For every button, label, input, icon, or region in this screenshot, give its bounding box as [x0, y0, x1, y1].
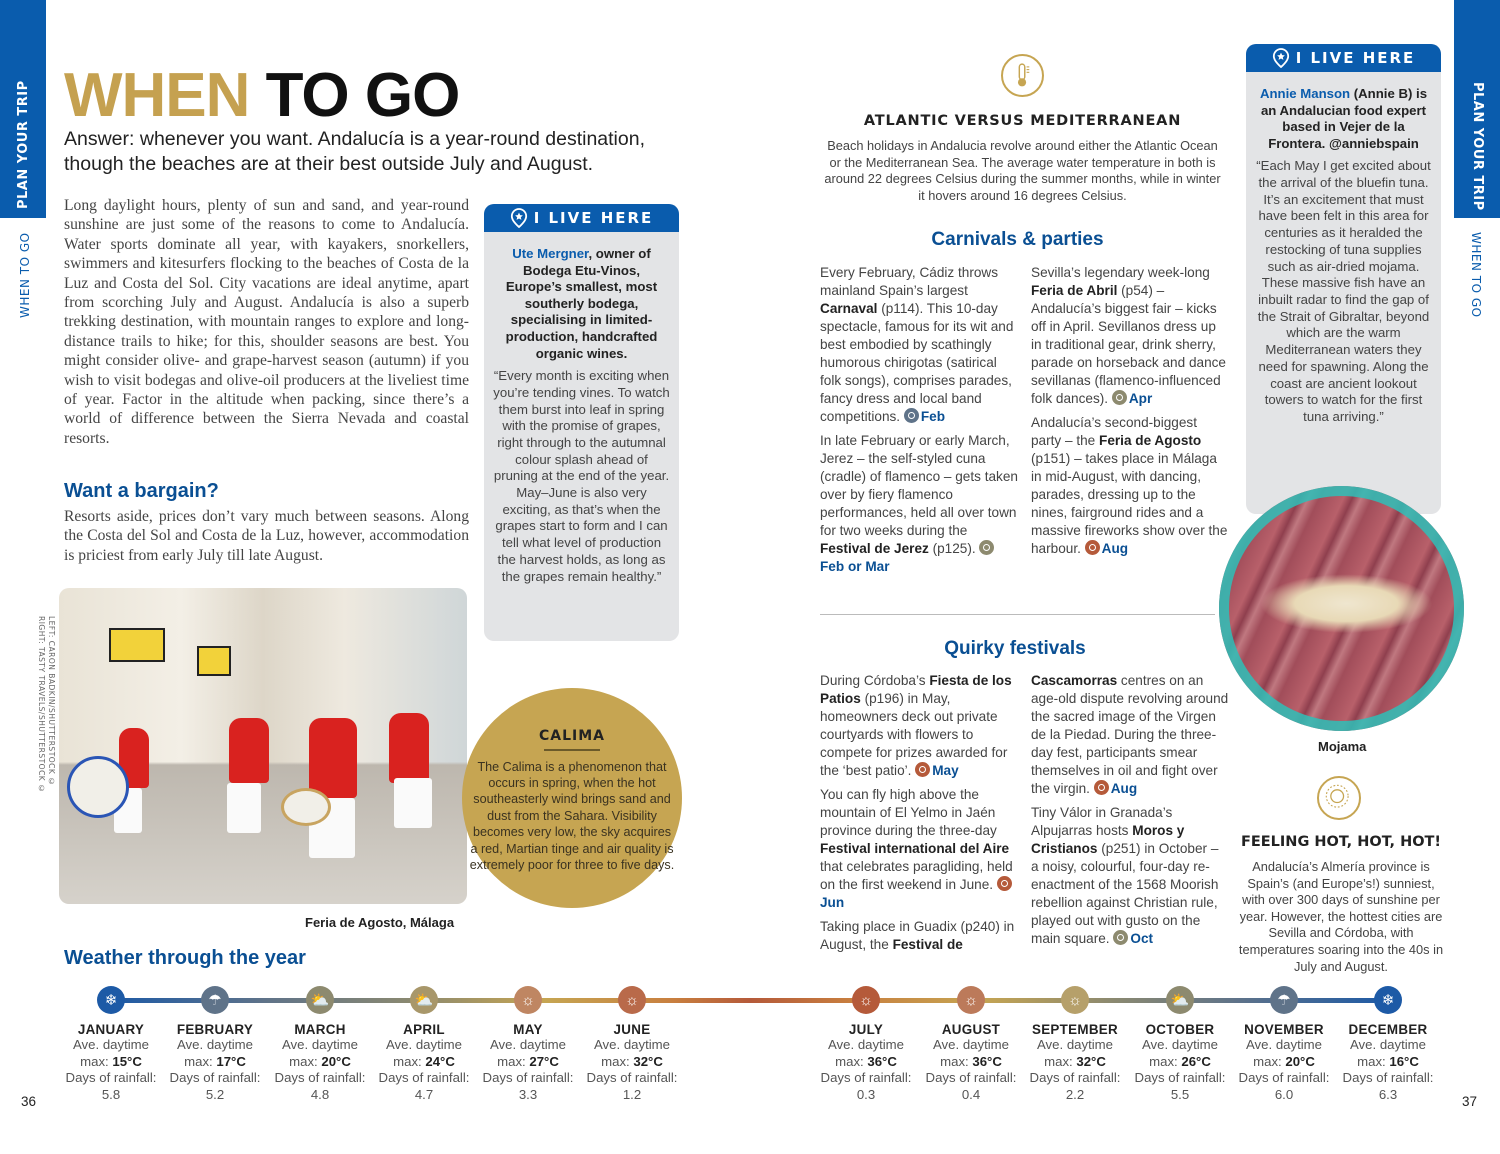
lede: Answer: whenever you want. Andalucía is a year-round destination, though the beaches are at their best outside July and August.	[64, 128, 646, 175]
bargain-body: Resorts aside, prices don’t vary much between seasons. Along the Costa del Sol and Costa de la Luz, however, accommodation is priciest from early July till late August.	[64, 508, 469, 564]
local-quote: “Each May I get excited about the arrival of the bluefin tuna. It’s an excitement that must have been felt in this area for centuries as it heralded the restocking of tuna supplies such as air-dried mojama. These massive fish have an inbuilt radar to find the gap of the Strait of Gibraltar, beyond which are the warm Mediterranean waters they need for spawning. Along the coast are ancient lookout towers to watch for the first tuna arriving.”	[1256, 158, 1431, 424]
weather-month-december: ❄ DECEMBER Ave. daytime max: 16°C Days of rainfall: 6.3	[1336, 986, 1440, 1103]
snowflake-icon: ❄	[97, 986, 125, 1014]
sun-icon	[997, 876, 1012, 891]
festival-entry: During Córdoba’s Fiesta de los Patios (p196) in May, homeowners deck out private courtyards with flowers to compete for prizes awarded for the ‘best patio’. May	[820, 673, 1012, 778]
intro-body: Long daylight hours, plenty of sun and sand, and year-round sunshine are just some of the reasons to come to Andalucía. Water sports dominate all year, with kayakers, snorkellers, swimmers and kitesurfers flocking to the beaches of Costa de la Luz and Costa del Sol. City vacations are ideal anytime, apart from scorching July and August. Andalucía is also a superb trekking destination, with mountain ranges to explore and long-distance trails to hike; for this, shoulder seasons are best. You might consider olive- and grape-harvest season (autumn) if you wish to visit bodegas and olive-oil producers at the liveliest time of year. Factor in the altitude when packing, since there’s a world of difference between the Sierra Nevada and coastal resorts.	[64, 197, 469, 447]
feeling-hot-heading: FEELING HOT, HOT, HOT!	[1240, 834, 1442, 850]
calima-body: The Calima is a phenomenon that occurs in spring, when the hot southeasterly wind brings sand and dust from the Sahara. Visibility becomes very low, the sky acquires a red, Martian tinge and air quality is extremely poor for three to five days.	[469, 759, 675, 872]
thermometer-icon	[1001, 54, 1044, 97]
weather-month-april: ⛅ APRIL Ave. daytime max: 24°C Days of rainfall: 4.7	[372, 986, 476, 1103]
rain-icon: ☂	[1270, 986, 1298, 1014]
sun-icon	[1317, 776, 1361, 820]
carnivals-heading: Carnivals & parties	[931, 229, 1104, 250]
title-when: WHEN	[64, 61, 250, 130]
weather-month-august: ☼ AUGUST Ave. daytime max: 36°C Days of rainfall: 0.4	[919, 986, 1023, 1103]
month-tag: Feb	[920, 409, 946, 424]
partly-cloudy-icon: ⛅	[306, 986, 334, 1014]
page-number-right: 37	[1462, 1094, 1478, 1109]
atlantic-heading: ATLANTIC VERSUS MEDITERRANEAN	[863, 113, 1182, 129]
rain-icon: ☂	[201, 986, 229, 1014]
location-pin-icon	[510, 208, 528, 228]
month-tag: Aug	[1110, 781, 1138, 796]
i-live-here-header: I LIVE HERE	[1246, 44, 1441, 72]
partly-cloudy-icon: ⛅	[410, 986, 438, 1014]
section-label-right: PLAN YOUR TRIP	[1470, 82, 1485, 211]
carnivals-column-2	[1031, 264, 1229, 564]
photo-credits: LEFT: CARON BADKIN/SHUTTERSTOCK © RIGHT: TASTY TRAVELS/SHUTTERSTOCK ©	[37, 616, 56, 794]
weather-month-october: ⛅ OCTOBER Ave. daytime max: 26°C Days of rainfall: 5.5	[1128, 986, 1232, 1103]
quirky-column-1	[820, 672, 1018, 960]
sun-icon: ☼	[514, 986, 542, 1014]
carnivals-column-1	[820, 264, 1018, 582]
feeling-hot-body: Andalucía’s Almería province is Spain’s (and Europe’s!) sunniest, with over 300 days of sunshine per year. However, the hottest cities are Sevilla and Córdoba, with temperatures soaring into the 40s in July and August.	[1238, 859, 1444, 974]
festival-entry: Every February, Cádiz throws mainland Spain’s largest Carnaval (p114). This 10-day spectacle, famous for its wit and best embodied by scathingly humorous chirigotas (satirical folk songs), comprises parades, fancy dress and local band competitions. Feb	[820, 265, 1014, 424]
bargain-heading: Want a bargain?	[64, 480, 219, 502]
weather-month-september: ☼ SEPTEMBER Ave. daytime max: 32°C Days of rainfall: 2.2	[1023, 986, 1127, 1103]
chapter-label-right: WHEN TO GO	[1469, 232, 1483, 318]
cloud-icon	[1112, 390, 1127, 405]
local-name: Annie Manson	[1259, 86, 1351, 101]
local-quote: “Every month is exciting when you’re tending vines. To watch them burst into leaf in spring with the promise of grapes, right through to the autumnal colour splash ahead of pruning at the end of the year. May–June is also very exciting, as that’s when the grapes start to form and I can tell what level of production the harvest holds, as long as the grapes remain healthy.”	[493, 368, 670, 584]
snowflake-icon: ❄	[1374, 986, 1402, 1014]
month-tag: Jun	[820, 895, 845, 910]
sun-icon: ☼	[1061, 986, 1089, 1014]
festival-entry: Cascamorras centres on an age-old dispute revolving around the sacred image of the Virgen de la Piedad. During the three-day fest, participants smear themselves in oil and fight over the virgin. Aug	[1031, 673, 1229, 796]
local-intro: Ute Mergner, owner of Bodega Etu-Vinos, Europe’s smallest, most southerly bodega, specialising in limited-production, handcrafted organic wines.	[505, 246, 658, 361]
sun-icon: ☼	[618, 986, 646, 1014]
cloud-icon	[979, 540, 994, 555]
i-live-here-box-1	[484, 204, 679, 641]
photo-caption: Feria de Agosto, Málaga	[305, 915, 455, 930]
calima-box	[462, 688, 682, 908]
month-tag: Feb or Mar	[820, 559, 890, 574]
sun-icon: ☼	[957, 986, 985, 1014]
local-intro: Annie Manson (Annie B) is an Andalucian food expert based in Vejer de la Frontera. @anniebspain	[1259, 86, 1428, 151]
month-tag: Oct	[1130, 931, 1154, 946]
chapter-label-left: WHEN TO GO	[18, 232, 32, 318]
sun-icon: ☼	[852, 986, 880, 1014]
i-live-here-box-2	[1246, 44, 1441, 514]
weather-month-january: ❄ JANUARY Ave. daytime max: 15°C Days of rainfall: 5.8	[59, 986, 163, 1103]
quirky-heading: Quirky festivals	[944, 638, 1086, 659]
title-to-go: TO GO	[265, 61, 460, 130]
location-pin-icon	[1272, 48, 1290, 68]
calima-divider	[544, 749, 600, 751]
festival-entry: Tiny Válor in Granada’s Alpujarras hosts Moros y Cristianos (p251) in October – a noisy, colourful, four-day re-enactment of the 1568 Moorish rebellion against Christian rule, played out with gusto on the main square. Oct	[1031, 805, 1219, 946]
section-divider	[820, 614, 1215, 615]
festival-entry: In late February or early March, Jerez – the self-styled cuna (cradle) of flamenco – gets taken over by fiery flamenco performances, held all over town for two weeks during the Festival de Jerez (p125). Feb or Mar	[820, 433, 1018, 574]
atlantic-body: Beach holidays in Andalucia revolve around either the Atlantic Ocean or the Mediterranean Sea. The average water temperature in both is around 22 degrees Celsius during the summer months, while in winter it hovers around 16 degrees Celsius.	[824, 138, 1221, 203]
sun-icon	[1085, 540, 1100, 555]
month-tag: Aug	[1101, 541, 1129, 556]
page-number-left: 36	[21, 1094, 37, 1109]
weather-month-february: ☂ FEBRUARY Ave. daytime max: 17°C Days of rainfall: 5.2	[163, 986, 267, 1103]
page-title	[64, 60, 459, 131]
quirky-column-2	[1031, 672, 1229, 954]
cloud-icon	[1113, 930, 1128, 945]
festival-entry: Sevilla’s legendary week-long Feria de Abril (p54) – Andalucía’s biggest fair – kicks off in April. Sevillanos dress up in traditional gear, drink sherry, parade on horseback and dance sevillanas (flamenco-influenced folk dances). Apr	[1031, 265, 1226, 406]
festival-entry: Andalucía’s second-biggest party – the Feria de Agosto (p151) – takes place in Málaga in mid-August, with dancing, parades, dressing up to the nines, fairground rides and a massive fireworks show over the harbour. Aug	[1031, 415, 1228, 556]
weather-month-july: ☼ JULY Ave. daytime max: 36°C Days of rainfall: 0.3	[814, 986, 918, 1103]
sun-icon	[1094, 780, 1109, 795]
sun-icon	[915, 762, 930, 777]
weather-month-may: ☼ MAY Ave. daytime max: 27°C Days of rainfall: 3.3	[476, 986, 580, 1103]
calima-heading: CALIMA	[538, 728, 605, 744]
i-live-here-header: I LIVE HERE	[484, 204, 679, 232]
feria-photo	[59, 588, 467, 904]
month-tag: May	[932, 763, 959, 778]
festival-entry: You can fly high above the mountain of El Yelmo in Jaén province during the three-day Festival international del Aire that celebrates paragliding, held on the first weekend in June. Jun	[820, 787, 1013, 910]
section-label-left: PLAN YOUR TRIP	[16, 80, 31, 209]
weather-month-november: ☂ NOVEMBER Ave. daytime max: 20°C Days of rainfall: 6.0	[1232, 986, 1336, 1103]
month-tag: Apr	[1128, 391, 1153, 406]
weather-month-june: ☼ JUNE Ave. daytime max: 32°C Days of rainfall: 1.2	[580, 986, 684, 1103]
weather-month-march: ⛅ MARCH Ave. daytime max: 20°C Days of rainfall: 4.8	[268, 986, 372, 1103]
partly-cloudy-icon: ⛅	[1166, 986, 1194, 1014]
rain-icon	[904, 408, 919, 423]
weather-heading: Weather through the year	[64, 947, 306, 969]
festival-entry: Taking place in Guadix (p240) in August, the Festival de	[820, 919, 1015, 952]
mojama-caption: Mojama	[1318, 739, 1367, 754]
local-name: Ute Mergner	[512, 246, 589, 261]
